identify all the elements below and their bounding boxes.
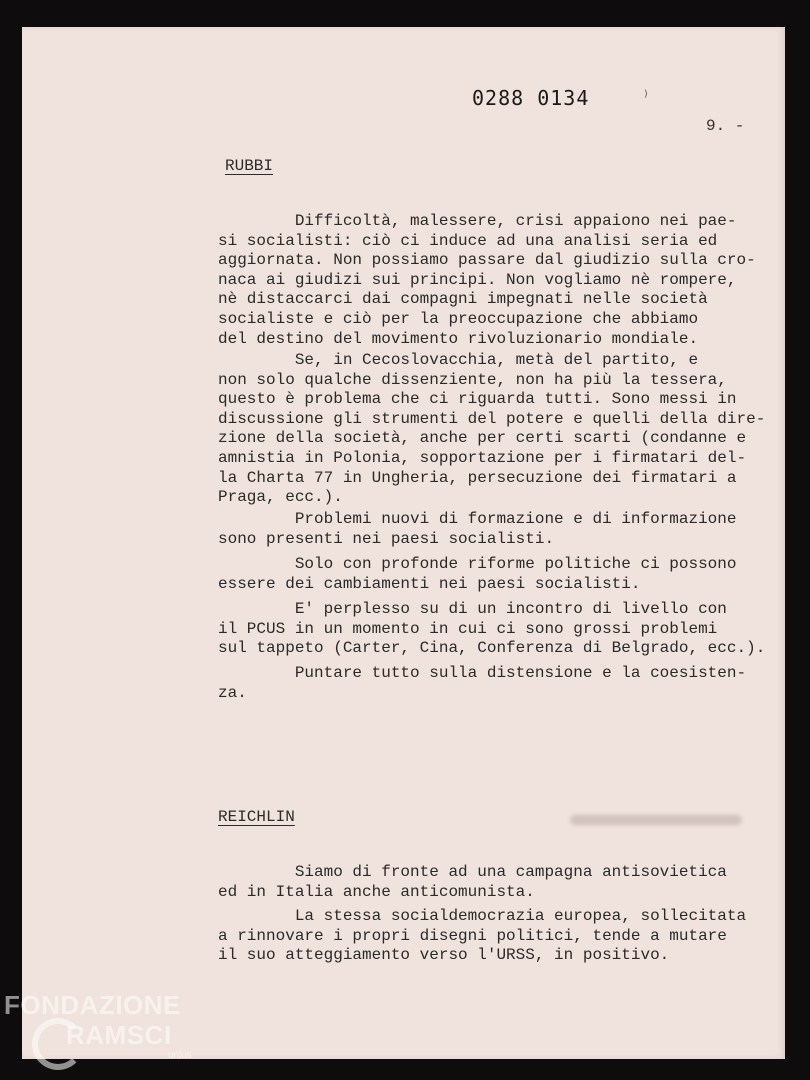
logo-line-1: FONDAZIONE <box>4 990 181 1020</box>
document-page <box>22 27 785 1059</box>
logo-line-3: onlus <box>168 1050 192 1061</box>
ink-smudge <box>570 815 742 825</box>
archive-number: 0288 0134 <box>472 86 590 110</box>
page-number: 9. - <box>706 117 745 135</box>
rubbi-paragraph-1: Difficoltà, malessere, crisi appaiono nei pae- si socialisti: ciò ci induce ad una analisi seria ed aggiornata. Non possiamo passare dal giudizio sulla cro- naca ai giudizi sui principi. Non vogliamo nè rompere, nè distaccarci dai compagni impegnati nelle società socialiste e ciò per la preoccupazione che abbiamo del destino del movimento rivoluzionario mondiale. <box>218 212 756 348</box>
logo-line-2: RAMSCI <box>66 1020 172 1050</box>
rubbi-paragraph-5: E' perplesso su di un incontro di livello con il PCUS in un momento in cui ci sono grossi problemi sul tappeto (Carter, Cina, Conferenza di Belgrado, ecc.). <box>218 600 766 658</box>
archive-mark: ⁾ <box>641 89 651 107</box>
reichlin-paragraph-1: Siamo di fronte ad una campagna antisovietica ed in Italia anche anticomunista. <box>218 863 727 901</box>
rubbi-paragraph-6: Puntare tutto sulla distensione e la coesisten- za. <box>218 664 747 702</box>
rubbi-paragraph-3: Problemi nuovi di formazione e di informazione sono presenti nei paesi socialisti. <box>218 510 737 548</box>
speaker-rubbi: RUBBI <box>225 157 274 175</box>
rubbi-paragraph-4: Solo con profonde riforme politiche ci possono essere dei cambiamenti nei paesi socialisti. <box>218 555 737 593</box>
fondazione-gramsci-logo <box>4 990 204 1070</box>
reichlin-paragraph-2: La stessa socialdemocrazia europea, sollecitata a rinnovare i propri disegni politici, tende a mutare il suo atteggiamento verso l'URSS, in positivo. <box>218 907 747 965</box>
rubbi-paragraph-2: Se, in Cecoslovacchia, metà del partito, e non solo qualche dissenziente, non ha più la tessera, questo è problema che ci riguarda tutti. Sono messi in discussione gli strumenti del potere e quelli della dire- zione della società, anche per certi scarti (condanne e amnistia in Polonia, sopportazione per i firmatari del- la Charta 77 in Ungheria, persecuzione dei firmatari a Praga, ecc.). <box>218 351 766 507</box>
speaker-reichlin: REICHLIN <box>218 808 295 826</box>
